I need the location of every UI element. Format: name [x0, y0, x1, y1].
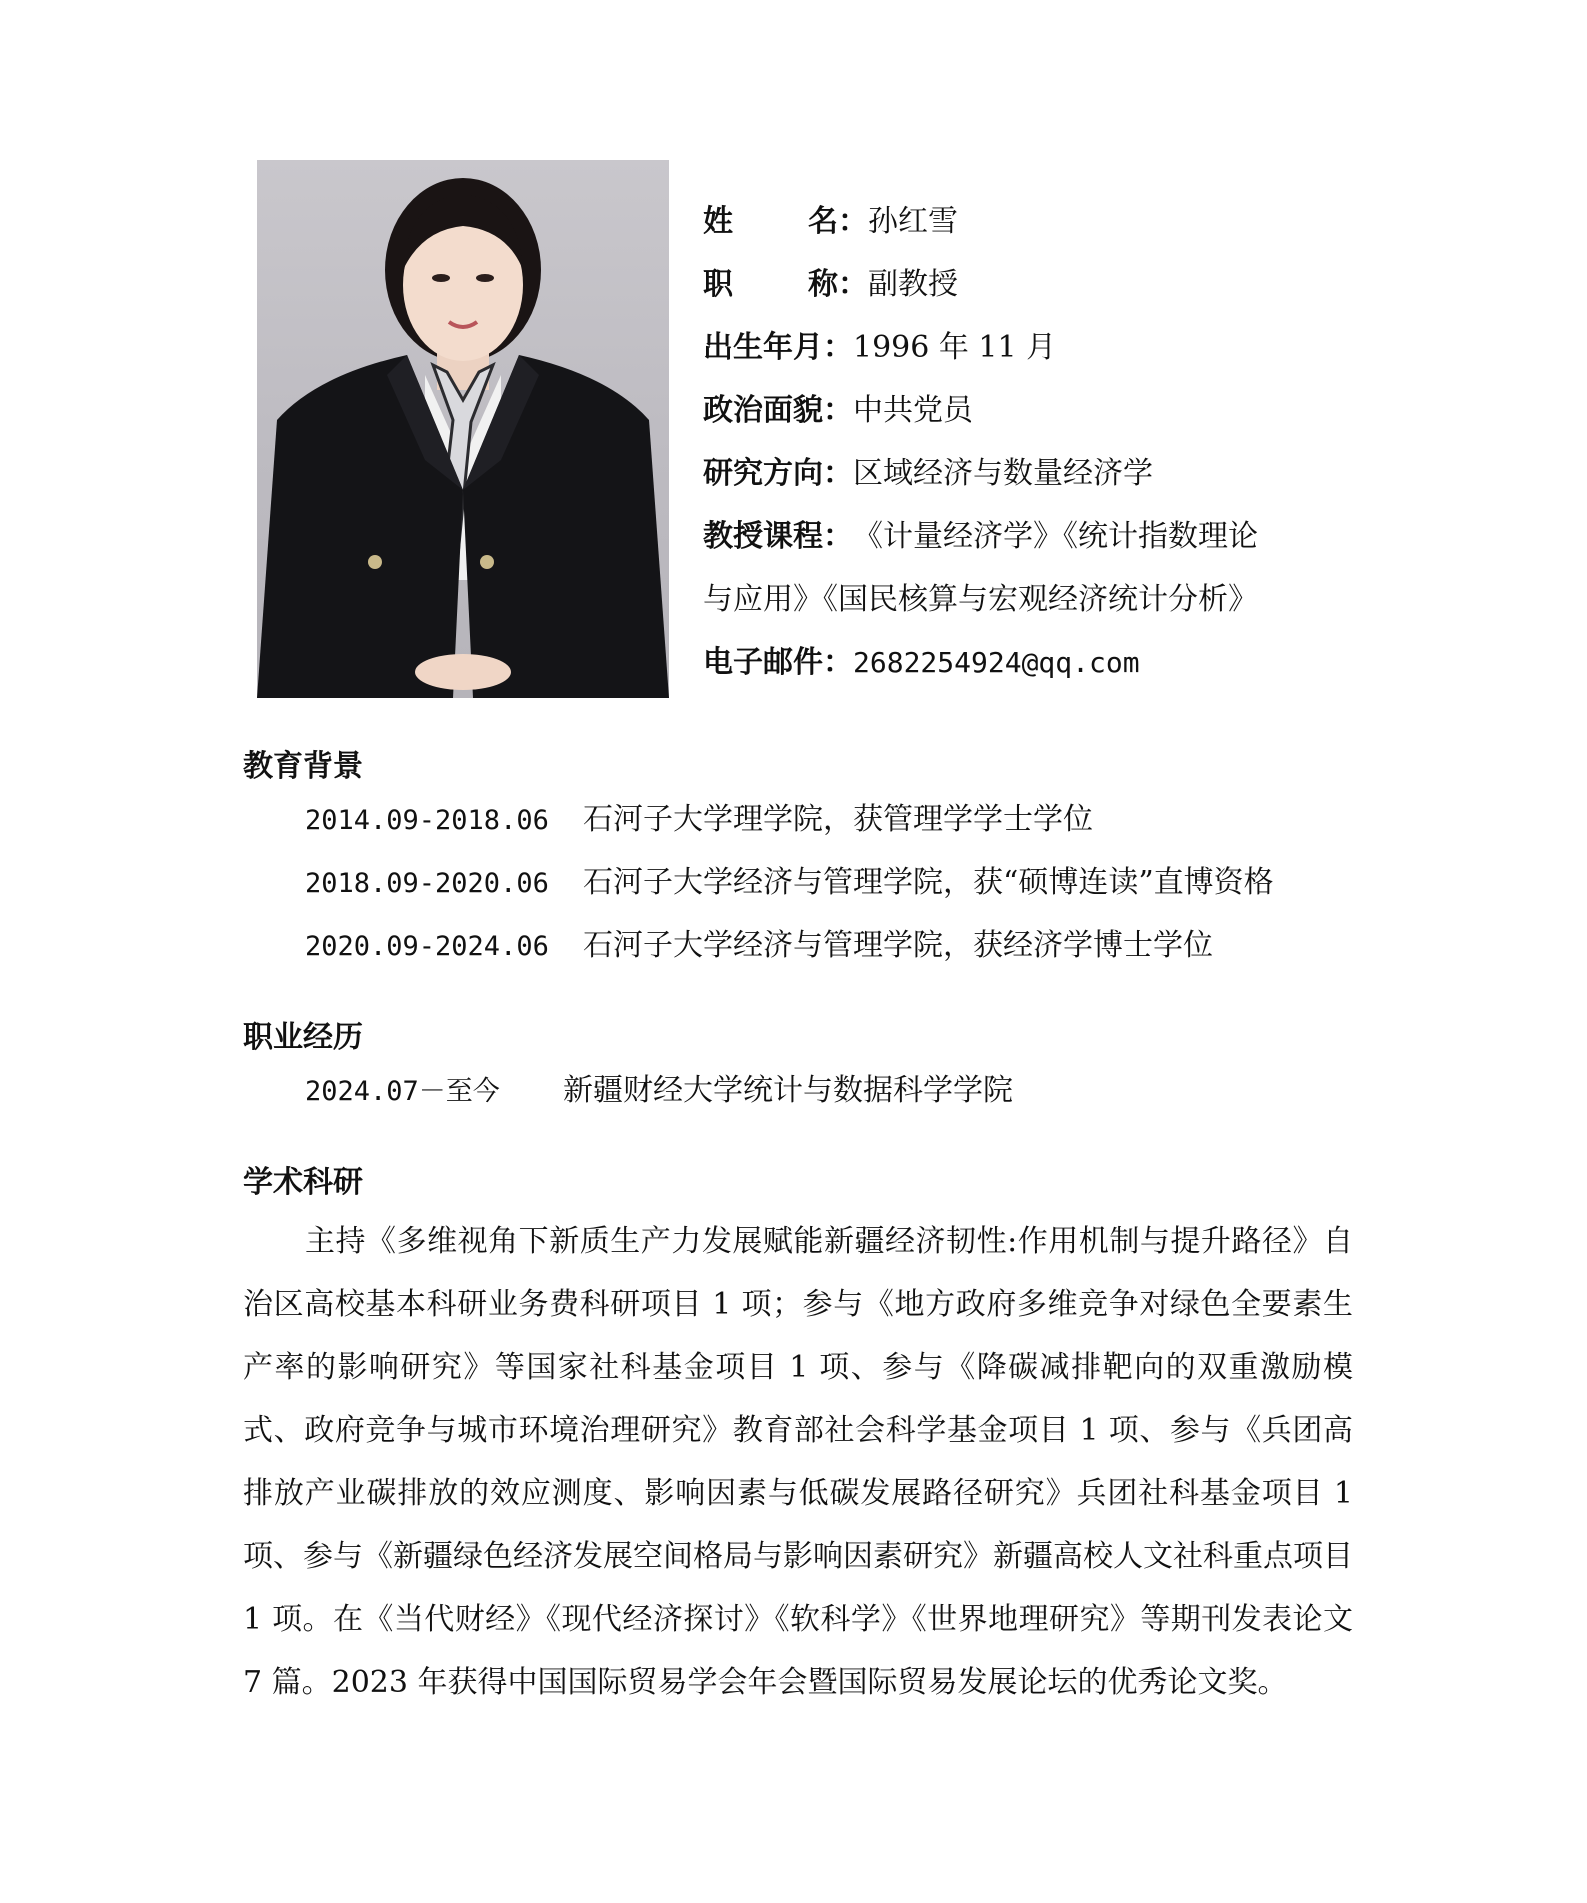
- courses-value-line2: 与应用》《国民核算与宏观经济统计分析》: [703, 582, 1258, 617]
- education-desc: 石河子大学理学院，获管理学学士学位: [583, 802, 1093, 837]
- info-row-birth: [703, 316, 1343, 379]
- education-heading: 教育背景: [243, 749, 363, 784]
- portrait-photo: [257, 160, 669, 698]
- career-heading: 职业经历: [243, 1020, 363, 1055]
- education-date: 2020.09-2024.06: [305, 931, 549, 962]
- info-row-name: [703, 190, 1343, 253]
- title-label-first: 职: [703, 267, 733, 302]
- info-row-courses: [703, 505, 1343, 568]
- email-label: 电子邮件：: [703, 645, 853, 680]
- research-paragraph: 主持《多维视角下新质生产力发展赋能新疆经济韧性:作用机制与提升路径》自治区高校基本科研业务费科研项目 1 项；参与《地方政府多维竞争对绿色全要素生产率的影响研究》等国家社科基金项目 1 项、参与《降碳减排靶向的双重激励模式、政府竞争与城市环境治理研究》教育部社会科学基金项目 1 项、参与《兵团高排放产业碳排放的效应测度、影响因素与低碳发展路径研究》兵团社科基金项目 1 项、参与《新疆绿色经济发展空间格局与影响因素研究》新疆高校人文社科重点项目 1 项。在《当代财经》《现代经济探讨》《软科学》《世界地理研究》等期刊发表论文 7 篇。2023 年获得中国国际贸易学会年会暨国际贸易发展论坛的优秀论文奖。: [243, 1224, 1353, 1700]
- title-label: [703, 253, 868, 316]
- research-heading: 学术科研: [243, 1165, 363, 1200]
- personal-info: [703, 190, 1343, 694]
- education-date: 2018.09-2020.06: [305, 868, 549, 899]
- politics-value: 中共党员: [853, 393, 973, 428]
- name-label: [703, 190, 868, 253]
- portrait-illustration: [257, 160, 669, 698]
- education-item: [305, 800, 1093, 841]
- info-row-email: [703, 631, 1343, 694]
- title-label-second: 称：: [808, 267, 868, 302]
- research-label: 研究方向：: [703, 456, 853, 491]
- research-body: [243, 1210, 1353, 1714]
- education-item: [305, 863, 1274, 904]
- courses-label: 教授课程：: [703, 519, 853, 554]
- info-row-courses-cont: [703, 568, 1343, 631]
- email-value: 2682254924@qq.com: [853, 646, 1140, 679]
- education-desc: 石河子大学经济与管理学院，获经济学博士学位: [583, 928, 1213, 963]
- research-value: 区域经济与数量经济学: [853, 456, 1153, 491]
- info-row-title: [703, 253, 1343, 316]
- education-desc: 石河子大学经济与管理学院，获“硕博连读”直博资格: [583, 865, 1274, 900]
- title-value: 副教授: [868, 267, 958, 302]
- name-label-second: 名：: [808, 204, 868, 239]
- birth-value: 1996 年 11 月: [853, 330, 1057, 365]
- education-date: 2014.09-2018.06: [305, 805, 549, 836]
- career-desc: 新疆财经大学统计与数据科学学院: [563, 1073, 1013, 1108]
- career-date: 2024.07－至今: [305, 1076, 500, 1107]
- politics-label: 政治面貌：: [703, 393, 853, 428]
- name-value: 孙红雪: [868, 204, 958, 239]
- info-row-politics: [703, 379, 1343, 442]
- career-item: [305, 1071, 1013, 1112]
- education-item: [305, 926, 1213, 967]
- info-row-research: [703, 442, 1343, 505]
- courses-value-line1: 《计量经济学》《统计指数理论: [853, 519, 1258, 554]
- name-label-first: 姓: [703, 204, 733, 239]
- birth-label: 出生年月：: [703, 330, 853, 365]
